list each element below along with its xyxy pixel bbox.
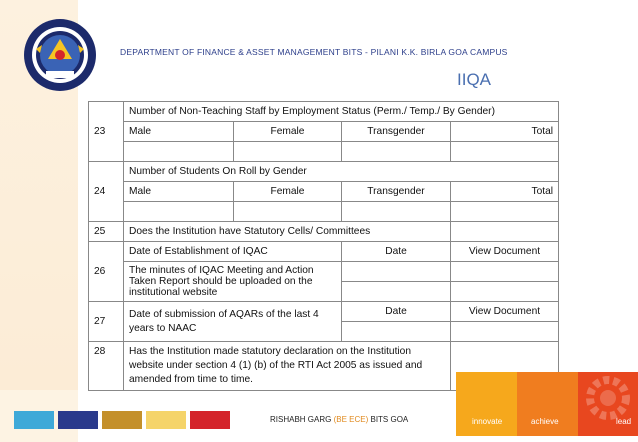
male-value-field[interactable]: [124, 142, 234, 162]
row-number: 24: [89, 162, 124, 222]
gear-icon: [566, 376, 636, 432]
table-row: [89, 222, 559, 242]
brand-strip: [456, 372, 638, 436]
total-value-field[interactable]: [451, 142, 559, 162]
row-label: Does the Institution have Statutory Cells/ Committees: [124, 222, 451, 242]
row-number: 27: [89, 302, 124, 342]
footer-block-navy: [58, 411, 98, 429]
view-document-link[interactable]: View Document: [451, 242, 559, 262]
col-male: Male: [124, 122, 234, 142]
iqac-date-field[interactable]: [342, 262, 451, 282]
row-label: Number of Students On Roll by Gender: [124, 162, 559, 182]
brand-word-innovate: innovate: [472, 417, 503, 426]
iqac-minutes-date-field[interactable]: [342, 282, 451, 302]
row-label: Has the Institution made statutory declaration on the Institution website under section 4 (1) (b) of the RTI Act 2005 as issued and amended from time to time.: [124, 342, 451, 391]
aqar-date-field[interactable]: [342, 322, 451, 342]
view-document-link[interactable]: View Document: [451, 302, 559, 322]
author-dept: (BE ECE): [333, 415, 369, 424]
female-value-field[interactable]: [234, 202, 342, 222]
iqac-minutes-document-field[interactable]: [451, 282, 559, 302]
transgender-value-field[interactable]: [342, 142, 451, 162]
author-org: BITS GOA: [370, 415, 409, 424]
col-transgender: Transgender: [342, 182, 451, 202]
col-male: Male: [124, 182, 234, 202]
male-value-field[interactable]: [124, 202, 234, 222]
row-label: Date of Establishment of IQAC: [124, 242, 342, 262]
table-row: [89, 302, 559, 322]
footer-block-gold: [102, 411, 142, 429]
table-row: [89, 242, 559, 262]
date-header: Date: [342, 302, 451, 322]
row-label: Number of Non-Teaching Staff by Employment Status (Perm./ Temp./ By Gender): [124, 102, 559, 122]
footer-block-yellow: [146, 411, 186, 429]
table-row: [89, 102, 559, 122]
row-number: 25: [89, 222, 124, 242]
department-heading: DEPARTMENT OF FINANCE & ASSET MANAGEMENT BITS - PILANI K.K. BIRLA GOA CAMPUS: [120, 47, 508, 57]
bits-logo: [22, 15, 102, 95]
author-name: RISHABH GARG: [270, 415, 332, 424]
footer-block-blue: [14, 411, 54, 429]
date-header: Date: [342, 242, 451, 262]
row-number: 23: [89, 102, 124, 162]
iqac-note: The minutes of IQAC Meeting and Action Taken Report should be uploaded on the institutional website: [124, 262, 342, 302]
iiqa-table: [88, 101, 559, 391]
transgender-value-field[interactable]: [342, 202, 451, 222]
row-number: 26: [89, 242, 124, 302]
table-row: [89, 122, 559, 142]
total-value-field[interactable]: [451, 202, 559, 222]
col-female: Female: [234, 122, 342, 142]
table-row: [89, 182, 559, 202]
brand-word-lead: lead: [616, 417, 632, 426]
aqar-document-field[interactable]: [451, 322, 559, 342]
col-female: Female: [234, 182, 342, 202]
female-value-field[interactable]: [234, 142, 342, 162]
row-label: Date of submission of AQARs of the last 4 years to NAAC: [124, 302, 342, 342]
row-number: 28: [89, 342, 124, 391]
col-total: Total: [451, 122, 559, 142]
table-row: [89, 162, 559, 182]
col-total: Total: [451, 182, 559, 202]
table-row: [89, 142, 559, 162]
table-row: [89, 202, 559, 222]
col-transgender: Transgender: [342, 122, 451, 142]
statutory-cells-answer-field[interactable]: [451, 222, 559, 242]
footer-author: [270, 415, 408, 424]
table-row: [89, 262, 559, 282]
brand-word-achieve: achieve: [531, 417, 559, 426]
section-title: IIQA: [457, 70, 492, 89]
brand-segment-innovate: [456, 372, 517, 436]
iqac-document-field[interactable]: [451, 262, 559, 282]
footer-block-red: [190, 411, 230, 429]
